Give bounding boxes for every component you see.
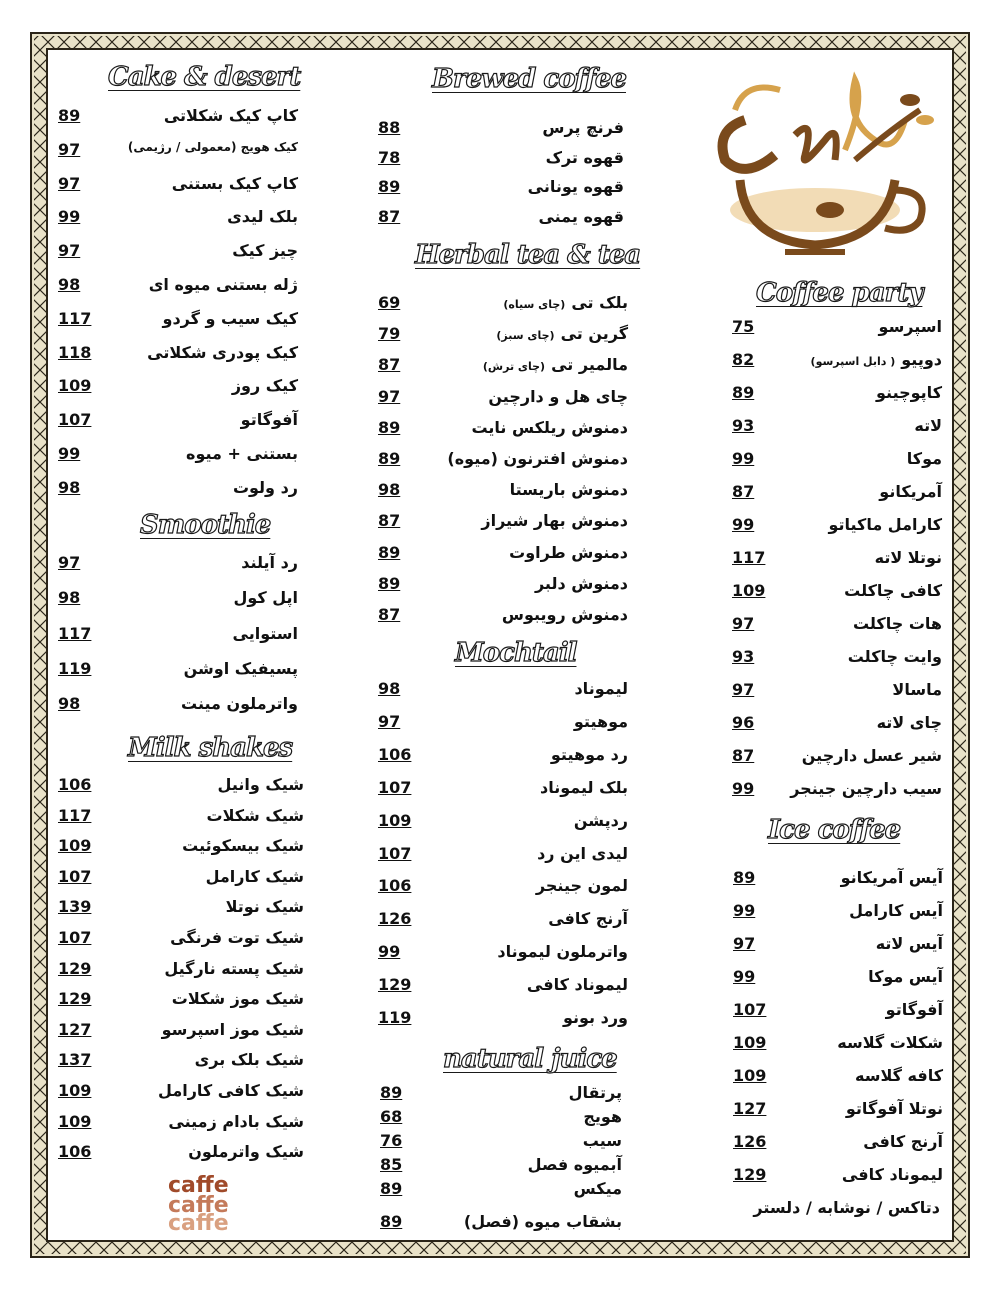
item-price: 107 — [58, 410, 92, 429]
item-price: 107 — [378, 844, 412, 863]
item-name: پسیفیک اوشن — [183, 659, 298, 678]
item-price: 127 — [58, 1020, 92, 1039]
item-price: 97 — [378, 712, 401, 731]
item-price: 87 — [378, 605, 401, 624]
item-name: دمنوش طراوت — [509, 543, 628, 562]
menu-item — [58, 410, 298, 440]
menu-item — [58, 106, 298, 136]
menu-item — [733, 868, 943, 898]
item-price: 89 — [380, 1212, 403, 1231]
item-name: شیر عسل دارچین — [801, 746, 942, 765]
item-price: 98 — [378, 480, 401, 499]
menu-item — [378, 118, 624, 148]
item-price: 68 — [380, 1107, 403, 1126]
item-name: ورد بونو — [562, 1008, 628, 1027]
item-price: 89 — [378, 449, 401, 468]
item-name: دمنوش باریستا — [509, 480, 628, 499]
menu-item — [732, 515, 942, 545]
item-name: گرین تی(چای سبز) — [496, 324, 628, 343]
item-name: بلک تی(چای سیاه) — [503, 293, 628, 312]
item-subtitle: (چای سبز) — [496, 329, 555, 342]
menu-item — [58, 959, 304, 989]
item-price: 85 — [380, 1155, 403, 1174]
item-name: سیب دارچین جینجر — [790, 779, 942, 798]
item-price: 99 — [378, 942, 401, 961]
item-price: 109 — [733, 1033, 767, 1052]
item-price: 82 — [732, 350, 755, 369]
item-name: ردپشن — [573, 811, 628, 830]
item-name: نوتلا آفوگاتو — [845, 1099, 943, 1118]
menu-item — [732, 779, 942, 809]
item-name: لمون جینجر — [535, 876, 628, 895]
item-price: 107 — [733, 1000, 767, 1019]
menu-item — [378, 449, 628, 479]
item-name: لیموناد — [574, 679, 628, 698]
item-name: کاپ کیک بستنی — [171, 174, 298, 193]
item-name: فرنچ پرس — [542, 118, 624, 137]
menu-item — [732, 416, 942, 446]
menu-item — [378, 942, 628, 972]
menu-item — [58, 376, 298, 406]
item-name: میکس — [573, 1179, 622, 1198]
item-name: نوتلا لاته — [874, 548, 942, 567]
item-name: کیک پودری شکلاتی — [147, 343, 298, 362]
item-price: 109 — [58, 1081, 92, 1100]
section-title-mocktail: Mochtail — [455, 638, 577, 668]
item-name: کافه گلاسه — [855, 1066, 943, 1085]
menu-item — [378, 293, 628, 323]
item-price: 107 — [58, 867, 92, 886]
menu-item — [378, 745, 628, 775]
menu-item — [378, 387, 628, 417]
menu-item — [58, 207, 298, 237]
item-price: 139 — [58, 897, 92, 916]
item-name: رد ولوت — [232, 478, 298, 497]
caffe-small-logo — [160, 1172, 240, 1232]
item-price: 97 — [378, 387, 401, 406]
item-price: 93 — [732, 416, 755, 435]
item-name: دوپیو( دابل اسپرسو) — [810, 350, 942, 369]
menu-item — [58, 1050, 304, 1080]
section-title-milkshakes: Milk shakes — [128, 733, 293, 763]
item-price: 97 — [58, 553, 81, 572]
item-name: دمنوش بهار شیراز — [481, 511, 628, 530]
item-price: 106 — [378, 745, 412, 764]
menu-item — [378, 574, 628, 604]
section-title-ice: Ice coffee — [768, 815, 901, 845]
item-price: 97 — [732, 680, 755, 699]
menu-item — [58, 1142, 304, 1172]
item-name: دمنوش دلبر — [534, 574, 628, 593]
menu-item — [733, 934, 943, 964]
menu-item — [378, 975, 628, 1005]
item-price: 99 — [733, 901, 756, 920]
menu-item — [732, 680, 942, 710]
item-price: 98 — [58, 694, 81, 713]
item-price: 97 — [733, 934, 756, 953]
menu-item — [378, 876, 628, 906]
menu-item — [380, 1212, 622, 1242]
item-name: آبمیوه فصل — [527, 1155, 622, 1174]
menu-item — [732, 548, 942, 578]
item-name: رد آیلند — [241, 553, 298, 572]
menu-item — [378, 480, 628, 510]
menu-item — [58, 275, 298, 305]
item-name: دمنوش ریلکس نایت — [471, 418, 628, 437]
item-price: 106 — [58, 775, 92, 794]
item-price: 76 — [380, 1131, 403, 1150]
item-price: 87 — [378, 355, 401, 374]
menu-item — [58, 775, 304, 805]
item-price: 107 — [58, 928, 92, 947]
menu-item — [378, 679, 628, 709]
svg-text:caffe: caffe — [168, 1173, 229, 1198]
item-price: 119 — [378, 1008, 412, 1027]
item-price: 98 — [58, 588, 81, 607]
item-price: 89 — [380, 1083, 403, 1102]
menu-item — [378, 811, 628, 841]
item-price: 98 — [58, 478, 81, 497]
item-name: موکا — [906, 449, 942, 468]
menu-item — [378, 844, 628, 874]
item-price: 89 — [378, 543, 401, 562]
coffee-cup-logo — [705, 60, 945, 260]
item-name: شیک پسته نارگیل — [164, 959, 304, 978]
menu-item — [732, 746, 942, 776]
item-price: 99 — [733, 967, 756, 986]
item-price: 98 — [58, 275, 81, 294]
item-name: کارامل ماکیاتو — [828, 515, 942, 534]
item-name: کیک هویج (معمولی / رژیمی) — [127, 140, 298, 154]
item-name: شیک شکلات — [206, 806, 304, 825]
menu-item — [58, 478, 298, 508]
item-name: بلک لیدی — [227, 207, 298, 226]
item-name: شیک کارامل — [205, 867, 304, 886]
item-name: وایت چاکلت — [847, 647, 942, 666]
item-name: کیک سیب و گردو — [162, 309, 298, 328]
menu-item — [732, 647, 942, 677]
item-name: بشقاب میوه (فصل) — [463, 1212, 622, 1231]
item-price: 87 — [732, 482, 755, 501]
menu-item — [732, 614, 942, 644]
menu-item — [378, 543, 628, 573]
item-name: لیدی این رد — [537, 844, 628, 863]
item-name: آرنج کافی — [548, 909, 628, 928]
item-name: مالمیر تی(چای ترش) — [482, 355, 628, 374]
item-subtitle: (چای سیاه) — [503, 298, 566, 311]
menu-item — [58, 836, 304, 866]
item-price: 109 — [58, 836, 92, 855]
section-title-brewed: Brewed coffee — [432, 64, 626, 94]
section-title-juice: natural juice — [443, 1044, 617, 1074]
menu-item — [378, 1008, 628, 1038]
item-name: سیب — [582, 1131, 622, 1150]
item-name: هویج — [583, 1107, 622, 1126]
item-name: آفوگاتو — [885, 1000, 943, 1019]
item-name: شیک وانیل — [217, 775, 304, 794]
item-price: 126 — [733, 1132, 767, 1151]
item-subtitle: ( دابل اسپرسو) — [810, 355, 896, 368]
item-name: چای لاته — [876, 713, 942, 732]
item-price: 99 — [732, 449, 755, 468]
item-name: شیک موز شکلات — [171, 989, 304, 1008]
menu-item — [732, 482, 942, 512]
item-name: بلک لیموناد — [539, 778, 628, 797]
item-price: 89 — [380, 1179, 403, 1198]
menu-item — [58, 659, 298, 689]
item-name: استوایی — [232, 624, 298, 643]
item-name: موهیتو — [573, 712, 628, 731]
menu-item — [58, 140, 298, 170]
item-price: 119 — [58, 659, 92, 678]
section-title-smoothie: Smoothie — [140, 510, 271, 540]
menu-item — [58, 624, 298, 654]
item-name: هات چاکلت — [852, 614, 942, 633]
item-name: اپل کول — [233, 588, 298, 607]
item-price: 69 — [378, 293, 401, 312]
menu-item — [378, 207, 624, 237]
item-name: دمنوش رویبوس — [501, 605, 628, 624]
item-price: 89 — [378, 574, 401, 593]
menu-item — [733, 1165, 943, 1195]
item-price: 78 — [378, 148, 401, 167]
svg-text:caffe: caffe — [168, 1193, 229, 1218]
item-name: پرتقال — [568, 1083, 622, 1102]
item-price: 117 — [58, 806, 92, 825]
item-price: 117 — [58, 309, 92, 328]
item-name: کاپوچینو — [876, 383, 942, 402]
item-price: 129 — [378, 975, 412, 994]
item-price: 109 — [378, 811, 412, 830]
item-price: 87 — [378, 511, 401, 530]
item-name: لیموناد کافی — [526, 975, 628, 994]
item-price: 97 — [58, 140, 81, 159]
item-name: آیس موکا — [868, 967, 943, 986]
menu-item — [733, 1000, 943, 1030]
menu-item — [58, 989, 304, 1019]
menu-item — [380, 1179, 622, 1209]
menu-item — [733, 901, 943, 931]
item-price: 89 — [58, 106, 81, 125]
svg-text:Coffee: Coffee — [705, 60, 709, 61]
menu-item — [58, 588, 298, 618]
item-name: چای هل و دارچین — [488, 387, 628, 406]
item-name: قهوه یونانی — [527, 177, 624, 196]
item-name: شیک موز اسپرسو — [161, 1020, 304, 1039]
menu-item — [58, 806, 304, 836]
menu-item — [378, 418, 628, 448]
item-price: 79 — [378, 324, 401, 343]
item-price: 117 — [732, 548, 766, 567]
item-price: 109 — [58, 376, 92, 395]
menu-item — [378, 909, 628, 939]
item-price: 89 — [733, 868, 756, 887]
item-price: 87 — [732, 746, 755, 765]
svg-text:caffe: caffe — [168, 1211, 229, 1232]
menu-item — [732, 449, 942, 479]
item-price: 89 — [378, 177, 401, 196]
menu-item — [733, 1066, 943, 1096]
menu-item — [58, 309, 298, 339]
item-name: بستنی + میوه — [186, 444, 298, 463]
item-price: 117 — [58, 624, 92, 643]
item-name: شیک بلک بری — [194, 1050, 304, 1069]
item-subtitle: (چای ترش) — [482, 360, 546, 373]
item-name: قهوه ترک — [545, 148, 624, 167]
menu-item — [58, 928, 304, 958]
item-name: شیک بیسکوئیت — [182, 836, 304, 855]
item-name: کافی چاکلت — [844, 581, 942, 600]
menu-item — [58, 444, 298, 474]
item-price: 118 — [58, 343, 92, 362]
item-name: شیک کافی کارامل — [158, 1081, 304, 1100]
item-price: 107 — [378, 778, 412, 797]
menu-item — [378, 355, 628, 385]
item-name: آرنج کافی — [863, 1132, 943, 1151]
item-price: 88 — [378, 118, 401, 137]
menu-item — [58, 1020, 304, 1050]
item-price: 99 — [58, 444, 81, 463]
item-name: اسپرسو — [878, 317, 942, 336]
item-name: دمنوش افترنون (میوه) — [447, 449, 628, 468]
menu-item — [58, 694, 298, 724]
menu-item — [378, 605, 628, 635]
item-name: کاپ کیک شکلاتی — [163, 106, 298, 125]
item-name: شیک بادام زمینی — [168, 1112, 304, 1131]
menu-item — [378, 148, 624, 178]
item-name: شکلات گلاسه — [837, 1033, 943, 1052]
menu-item — [58, 343, 298, 373]
menu-item — [58, 867, 304, 897]
item-price: 75 — [732, 317, 755, 336]
section-title-party: Coffee party — [756, 278, 923, 308]
item-price: 109 — [58, 1112, 92, 1131]
section-title-cake: Cake & desert — [108, 62, 301, 92]
menu-item — [58, 897, 304, 927]
item-name: چیز کیک — [232, 241, 298, 260]
item-price: 99 — [58, 207, 81, 226]
menu-item — [58, 553, 298, 583]
item-price: 87 — [378, 207, 401, 226]
item-name: آفوگاتو — [240, 410, 298, 429]
menu-item — [378, 324, 628, 354]
item-price: 99 — [732, 779, 755, 798]
menu-item — [732, 713, 942, 743]
item-name: ماسالا — [892, 680, 942, 699]
item-name: آیس کارامل — [849, 901, 943, 920]
item-name: آیس لاته — [875, 934, 943, 953]
menu-item — [58, 1112, 304, 1142]
item-price: 129 — [733, 1165, 767, 1184]
item-name: ژله بستنی میوه ای — [148, 275, 298, 294]
item-name: واترملون مینت — [181, 694, 298, 713]
ice-coffee-note: دتاکس / نوشابه / دلستر — [753, 1198, 940, 1217]
item-price: 106 — [58, 1142, 92, 1161]
menu-item — [58, 174, 298, 204]
item-name: لاته — [914, 416, 942, 435]
item-price: 109 — [733, 1066, 767, 1085]
section-title-herbal: Herbal tea & tea — [415, 240, 641, 270]
item-price: 129 — [58, 959, 92, 978]
menu-item — [58, 241, 298, 271]
item-price: 89 — [732, 383, 755, 402]
menu-item — [733, 1132, 943, 1162]
menu-item — [58, 1081, 304, 1111]
item-price: 126 — [378, 909, 412, 928]
item-name: شیک واترملون — [188, 1142, 304, 1161]
menu-item — [732, 581, 942, 611]
item-price: 127 — [733, 1099, 767, 1118]
item-price: 106 — [378, 876, 412, 895]
menu-item — [733, 1033, 943, 1063]
menu-item — [378, 778, 628, 808]
menu-item — [732, 350, 942, 380]
item-name: آمریکانو — [879, 482, 942, 501]
menu-item — [732, 383, 942, 413]
menu-item — [733, 1099, 943, 1129]
item-price: 97 — [732, 614, 755, 633]
item-price: 99 — [732, 515, 755, 534]
item-name: لیموناد کافی — [841, 1165, 943, 1184]
item-price: 137 — [58, 1050, 92, 1069]
item-name: واترملون لیموناد — [497, 942, 628, 961]
item-name: آیس آمریکانو — [840, 868, 943, 887]
item-price: 89 — [378, 418, 401, 437]
item-price: 97 — [58, 241, 81, 260]
item-name: شیک نوتلا — [225, 897, 304, 916]
item-price: 96 — [732, 713, 755, 732]
item-name: کیک روز — [231, 376, 298, 395]
item-price: 98 — [378, 679, 401, 698]
item-name: شیک توت فرنگی — [170, 928, 304, 947]
menu-item — [378, 712, 628, 742]
menu-item — [732, 317, 942, 347]
item-price: 93 — [732, 647, 755, 666]
item-price: 97 — [58, 174, 81, 193]
item-price: 109 — [732, 581, 766, 600]
menu-item — [378, 177, 624, 207]
menu-item — [733, 967, 943, 997]
menu-item — [378, 511, 628, 541]
item-name: قهوه یمنی — [538, 207, 624, 226]
item-price: 129 — [58, 989, 92, 1008]
item-name: رد موهیتو — [550, 745, 628, 764]
